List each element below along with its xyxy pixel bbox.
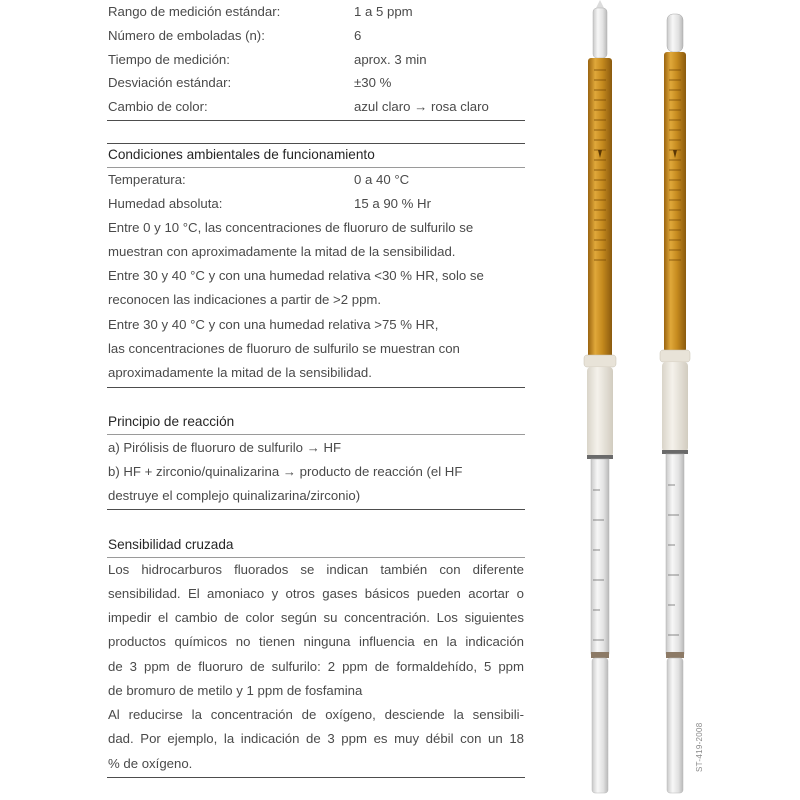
ambient-label: Temperatura: [108, 172, 186, 187]
spec-value: azul claro → rosa claro [354, 99, 489, 114]
spec-value: 1 a 5 ppm [354, 4, 413, 19]
ambient-label: Humedad absoluta: [108, 196, 223, 211]
section-rule [107, 143, 525, 144]
spec-value: 6 [354, 28, 362, 43]
detector-tube-right [660, 14, 690, 793]
cross-line: % de oxígeno. [108, 756, 193, 771]
cross-line: de bromuro de metilo y 1 ppm de fosfamina [108, 683, 363, 698]
ambient-note: Entre 30 y 40 °C y con una humedad relativa <30 % HR, solo se [108, 268, 484, 283]
detector-tubes-photo [560, 0, 720, 800]
spec-label: Rango de medición estándar: [108, 4, 281, 19]
spec-label: Desviación estándar: [108, 75, 232, 90]
cross-line: de 3 ppm de fluoruro de sulfurilo: 2 ppm de formaldehído, 5 ppm [108, 659, 524, 674]
section-divider [107, 777, 525, 778]
ambient-note: aproximadamente la mitad de la sensibilidad. [108, 365, 372, 380]
ambient-value: 15 a 90 % Hr [354, 196, 431, 211]
spec-value: aprox. 3 min [354, 52, 427, 67]
section-divider [107, 387, 525, 388]
ambient-note: las concentraciones de fluoruro de sulfurilo se muestran con [108, 341, 460, 356]
spec-label: Cambio de color: [108, 99, 208, 114]
section-divider [107, 509, 525, 510]
image-credit: ST-419-2008 [695, 722, 704, 772]
ambient-note: Entre 30 y 40 °C y con una humedad relativa >75 % HR, [108, 317, 439, 332]
section-title-ambient: Condiciones ambientales de funcionamiento [108, 147, 375, 162]
ambient-note: Entre 0 y 10 °C, las concentraciones de fluoruro de sulfurilo se [108, 220, 474, 235]
reaction-line: destruye el complejo quinalizarina/zirconio) [108, 488, 361, 503]
section-title-reaction: Principio de reacción [108, 414, 235, 429]
cross-line: Al reducirse la concentración de oxígeno, desciende la sensibili- [108, 707, 524, 722]
cross-line: productos químicos no tienen ninguna influencia en la indicación [108, 634, 524, 649]
spec-label: Tiempo de medición: [108, 52, 230, 67]
spec-label: Número de emboladas (n): [108, 28, 265, 43]
cross-line: Los hidrocarburos fluorados se indican también con diferente [108, 562, 524, 577]
reaction-line: b) HF + zirconio/quinalizarina → producto de reacción (el HF [108, 464, 463, 479]
detector-tube-left [584, 0, 616, 793]
section-underline [107, 434, 525, 435]
ambient-value: 0 a 40 °C [354, 172, 410, 187]
spec-value: ±30 % [354, 75, 392, 90]
cross-line: dad. Por ejemplo, la indicación de 3 ppm es muy débil con un 18 [108, 731, 524, 746]
ambient-note: reconocen las indicaciones a partir de >2 ppm. [108, 292, 382, 307]
section-title-cross: Sensibilidad cruzada [108, 537, 234, 552]
cross-line: sensibilidad. El amoniaco y otros gases básicos pueden acortar o [108, 586, 524, 601]
ambient-note: muestran con aproximadamente la mitad de la sensibilidad. [108, 244, 456, 259]
cross-line: impedir el cambio de color según su concentración. Los siguientes [108, 610, 524, 625]
section-divider [107, 120, 525, 121]
reaction-line: a) Pirólisis de fluoruro de sulfurilo → HF [108, 440, 342, 455]
